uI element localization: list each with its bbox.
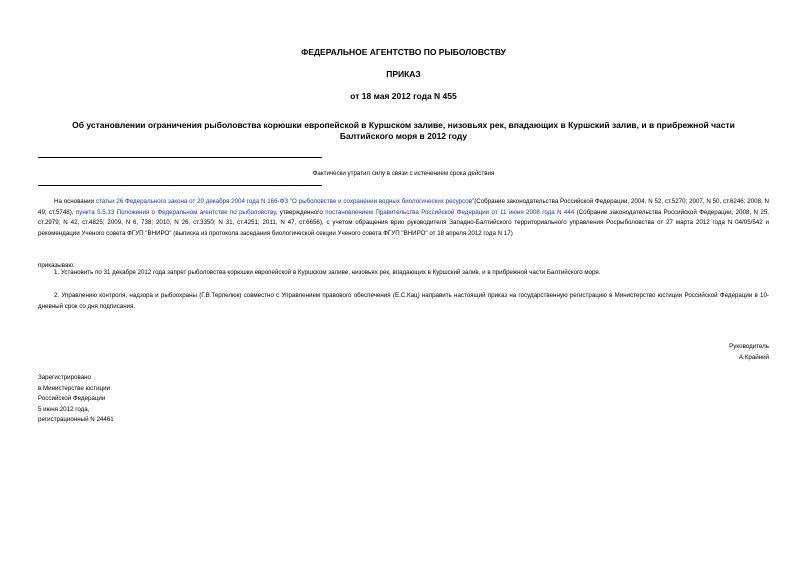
preamble-text-2: (Собрание законодательства Российской Федерации, 2004, N 52, ст.5270; 2007, N 50, ст.6246; 2008, N 49, ст.5748), [38,198,769,216]
government-decree-444-link[interactable]: постановлением Правительства Российской Федерации от 11 июня 2008 года N 444 [325,208,575,216]
preamble-paragraph [38,197,769,239]
agency-heading: ФЕДЕРАЛЬНОЕ АГЕНТСТВО ПО РЫБОЛОВСТВУ [301,47,506,57]
signature-position: Руководитель [729,343,769,350]
status-note: Фактически утратил силу в связи с истечением срока действия [312,170,495,177]
signature-name: А.Крайний [738,353,769,361]
preamble-text-1: На основании [54,198,96,205]
law-166-link[interactable]: статьи 26 Федерального закона от 20 декабря 2004 года N 166-ФЗ "О рыболовстве и сохранении водных биологических ресурсов" [95,198,475,205]
registration-line-5: регистрационный N 24461 [38,416,114,423]
preamble-text-3: , утвержденного [275,208,326,216]
registration-line-4: 5 июня 2012 года, [38,405,90,413]
divider-bottom [38,185,322,186]
order-point-1: 1. Установить по 31 декабря 2012 года запрет рыболовства корюшки европейской в Куршском заливе, низовьях рек, впадающих в Куршский залив, и в прибрежной части Балтийского моря. [54,269,601,276]
date-number-heading: от 18 мая 2012 года N 455 [350,91,457,101]
regulation-5-5-13-link[interactable]: пункта 5.5.13 Положения о Федеральном агентстве по рыболовству [75,208,276,216]
registration-block [38,373,114,426]
document-title: Об установлении ограничения рыболовства корюшки европейской в Куршском заливе, низовьях рек, впадающих в Куршский залив, и в прибрежной части Балтийского моря в 2012 году [72,120,735,141]
order-point-2: 2. Управлению контроля, надзора и рыбоохраны (Г.В.Терпелюк) совместно с Управлением правового обеспечения (Е.С.Кац) направить настоящий приказ на государственную регистрацию в Министерство юстиции Российской Федерации в 10-дневный срок со дня подписания. [38,292,769,310]
doc-type-heading: ПРИКАЗ [386,69,421,79]
order-word: приказываю: [38,262,75,269]
preamble-text-4: (Собрание законодательства Российской Федерации, 2008, N 25, ст.2979; N 42, ст.4825; 2009, N 6, 738; 2010, N 26, ст.3350; N 31, ст.4251; 2011, N 47, ст.6656), с учетом обращения врио руководителя Западно-Балтийского территориального управления Росрыболовства от 27 марта 2012 года N 04/05/542 и рекомендации Ученого совета ФГУП "ВНИРО" (выписка из протокола заседания биологической секции Ученого совета ФГУП "ВНИРО" от 18 апреля 2012 года N 17) [38,208,769,237]
signature-block [729,342,769,363]
registration-line-3: Российской Федерации [38,395,106,402]
divider-top [38,157,322,158]
registration-line-1: Зарегистрировано [38,374,91,381]
registration-line-2: в Министерстве юстиции [38,384,111,392]
